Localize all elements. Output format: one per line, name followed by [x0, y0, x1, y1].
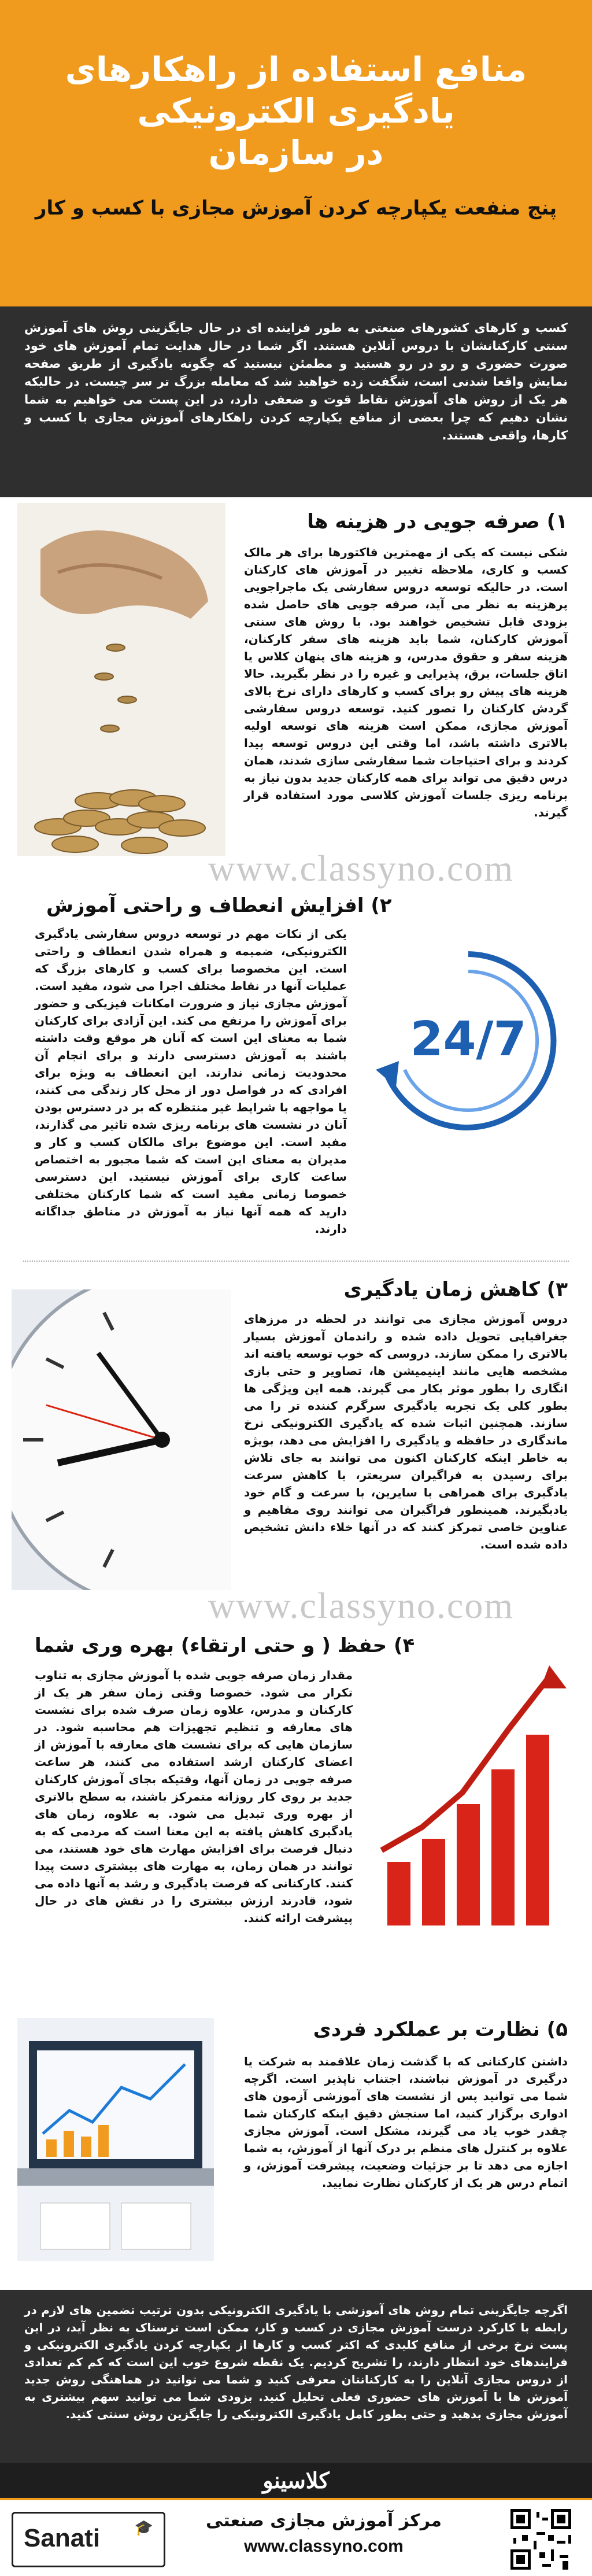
footer	[0, 2498, 592, 2576]
section-learning-time	[0, 1266, 592, 1613]
graduation-cap-icon: 🎓	[134, 2519, 153, 2537]
section-4-title: ۴) حفظ ( و حتی ارتقاء) بهره وری شما	[35, 1634, 415, 1657]
section-productivity	[0, 1631, 592, 2001]
title-line-1: منافع استفاده از راهکارهای	[65, 50, 527, 89]
24-7-icon	[364, 937, 572, 1145]
section-1-title: ۱) صرفه جویی در هزینه ها	[307, 510, 568, 533]
section-1-body: شکی نیست که یکی از مهمترین فاکتورها برای هر مالک کسب و کاری، ملاحظه تغییر در آموزش های کارکنان است. در حالیکه توسعه دروس سفارشی یک ماجراجویی پرهزینه به نظر می آید، صرفه جویی های حاصل شده بزودی قابل تشخیص خواهند بود. با روش های سنتی آموزش کارکنان، شما باید هزینه های سفر کارکنان، هزینه سفر و حقوق مدرس، و هزینه های پنهان کلاس یا اتاق جلسات، برق، پذیرایی و غیره را در نظر بگیرید. حالا هزینه های پیش رو برای کسب و کارهای دارای نرخ بالای گردش کارکنان را تصور کنید. توسعه دروس سفارشی آموزش مجازی، ممکن است هزینه های توسعه اولیه بالاتری داشته باشد، اما وقتی این دروس توسعه پیدا کردند و برای احتیاجات شما سفارشی سازی شدند، همان درس دقیق می تواند برای همه کارکنان جدید بدون نیاز به برنامه ریزی جلسات آموزش کلاسی مورد استفاده قرار گیرند.	[244, 545, 568, 819]
section-3-title: ۳) کاهش زمان یادگیری	[343, 1278, 568, 1301]
section-cost-saving	[0, 497, 592, 890]
svg-text:24/7: 24/7	[410, 1012, 527, 1067]
clock-image	[12, 1289, 231, 1590]
growth-chart-image	[376, 1654, 572, 1931]
center-name: مرکز آموزش مجازی صنعتی	[205, 2511, 442, 2531]
divider-line	[23, 1261, 569, 1262]
qr-code-icon	[508, 2506, 574, 2573]
sanati-logo	[12, 2512, 165, 2567]
title-line-3: در سازمان	[208, 133, 384, 172]
section-2-title: ۲) افزایش انعطاف و راحتی آموزش	[46, 894, 392, 917]
intro-text: کسب و کارهای کشورهای صنعتی به طور فزاینده ای در حال جایگزینی روش های آموزش سنتی کارکنانشان با دروس آنلاین هستند. اگر شما در حال هدایت تمام آموزش های خود صورت حضوری و رو در رو هستید و مطمئن نیستید که چگونه یادگیری از طریق صفحه نمایش واقعا شدنی است، شگفت زده خواهید شد که معامله بزرگ تر سر چیست. در حالیکه هر یک از روش های آموزش نقاط قوت و ضعفی دارد، در این پست می خواهیم به شما نشان دهیم که چرا بعضی از منافع یکپارچه کردن راهکارهای آموزش مجازی با کسب و کارها، واقعی هستند.	[24, 321, 568, 442]
sanati-brand-text: Sanati	[24, 2524, 101, 2552]
footer-center	[173, 2511, 474, 2556]
section-5-title: ۵) نظارت بر عملکرد فردی	[313, 2018, 568, 2041]
summary-box	[0, 2290, 592, 2463]
title-line-2: یادگیری الکترونیکی	[137, 91, 455, 131]
website-url[interactable]: www.classyno.com	[244, 2537, 404, 2556]
section-monitoring	[0, 2006, 592, 2284]
section-5-body: داشتن کارکنانی که با گذشت زمان علاقمند به شرکت یا درگیری در آموزش نباشند، اجتناب ناپذیر است. اگرچه شما می توانید پس از نشست های آموزشی آزمون های ادواری برگزار کنید، اما سنجش دقیق اینکه کارکنان شما چقدر خوب یاد می گیرند، مشکل است. آموزش مجازی علاوه بر کنترل های منظم بر درک آنها از آموزش، به شما اجازه می دهد تا بر جزئیات وضعیت، پیشرفت آموزش، و اتمام درس هر یک از کارکنان نظارت نمایید.	[244, 2054, 568, 2190]
analytics-laptop-image	[17, 2018, 214, 2261]
section-flexibility	[0, 890, 592, 1261]
classyno-logo-bar	[0, 2463, 592, 2498]
classyno-persian-logo: کلاسینو	[262, 2467, 330, 2493]
coins-hand-image	[17, 503, 225, 856]
header-banner	[0, 0, 592, 306]
summary-text: اگرچه جایگزینی تمام روش های آموزشی با یادگیری الکترونیکی بدون ترتیب تضمین های لازم در رابطه با کارکرد درست آموزش مجازی در کسب و کار، ممکن است ترسناک به نظر آید، در این پست نرخ برخی از منافع کلیدی که اکثر کسب و کارها از یکپارچه کردن یادگیری الکترونیکی و فرایندهای خود انتظار دارند، را تشریح کردیم. یک نقطه شروع خوب این است که کم کم تعدادی از دروس مجازی آنلاین را به کارکنانتان معرفی کنید و شما می توانید در هماهنگی روش جدید آموزش ها با آموزش های حضوری فعلی تحلیل کنید. بزودی شما می توانید سهم بیشتری به آموزش مجازی بدهید و حتی بطور کامل یادگیری الکترونیکی را جایگزین روش سنتی کنید.	[24, 2303, 568, 2421]
watermark-text-2: www.classyno.com	[208, 1585, 515, 1626]
section-2-body: یکی از نکات مهم در توسعه دروس سفارشی یادگیری الکترونیکی، ضمیمه و همراه شدن انعطاف و راحتی است. این مخصوصا برای کسب و کارهای بزرگ که عملیات آنها در نقاط مختلف اجرا می شود، مفید است. آموزش مجازی نیاز و ضرورت امکانات فیزیکی و حضور برای آموزش را مرتفع می کند. این آزادی برای کارکنان شما به معنای این است که آنان هر موقع وقت داشته باشند به آموزش دسترسی دارند و برای انجام آن محدودیت زمانی ندارند. این انعطاف به ویژه برای افرادی که در فواصل دور از محل کار زندگی می کنند، یا مواجهه با شرایط غیر منتظره که بر در دسترس بودن آنان در نشست های برنامه ریزی شده تاثیر می گذارند، مفید است. این موضوع برای مالکان کسب و کار و مدیران به معنای این است که شما مجبور به اختصاص ساعت کاری برای آموزش نیستید. این دسترسی خصوصا زمانی مفید است که شما کارکنان مختلفی دارید که همه آنها نیاز به آموزش در مناطق جداگانه دارند.	[35, 927, 347, 1236]
section-4-body: مقدار زمان صرفه جویی شده با آموزش مجازی به تناوب تکرار می شود. خصوصا وقتی زمان سفر هر یک از کارکنان و مدرس، علاوه زمان صرف شده برای نشست های معارفه و تنظیم تجهیزات هم محاسبه شود. در سازمان هایی که برای نشست های معارفه با آموزش از اعضای کارکنان ارشد استفاده می کنند، هر ساعت صرفه جویی در زمان آنها، وقتیکه بجای آموزش کارکنان جدید بر روی کار روزانه متمرکز باشند، به سطح بالاتری از بهره وری تبدیل می شود. به علاوه، زمان های یادگیری کاهش یافته به این معنا است که مردمی که به دنبال فرصت برای افزایش مهارت های خود هستند، می توانند در همان زمان، به مهارت های بیشتری دست پیدا کنند. کارکنانی که فرصت یادگیری و رشد به آنها داده می شود، قادرند ارزش بیشتری را در نقش های در حال پیشرفت ارائه کنند.	[35, 1668, 353, 1925]
watermark-text: www.classyno.com	[208, 848, 515, 889]
subtitle: پنج منفعت یکپارچه کردن آموزش مجازی با کسب و کار	[35, 197, 557, 220]
intro-box	[0, 306, 592, 497]
section-3-body: دروس آموزش مجازی می توانند در لحظه در مرزهای جغرافیایی تحویل داده شده و راندمان آموزش بسیار بالاتری را ممکن سازند. دروسی که خوب توسعه یافته اند مشخصه هایی مانند اینیمیشن ها، تصاویر و حتی بازی انگاری را بطور موثر بکار می گیرند. همه این ویژگی ها بطور کلی یک تجربه یادگیری سرگرم کننده تر را می سازند. همچنین اثبات شده که یادگیری الکترونیکی نرخ ماندگاری در حافظه و یادگیری را افزایش می دهد، بویژه به خاطر اینکه کارکنان اکنون می توانند به جای تلاش برای رسیدن به فراگیران سریعتر، با کاهش سرعت یادگیری برای همراهی با سایرین، با سرعت و گام خود یادبگیرند. همینطور فراگیران می توانند روی مفاهیم و عناوین خاصی تمرکز کنند که در آنها خلاء دانش تشخیص داده شده است.	[244, 1312, 568, 1551]
